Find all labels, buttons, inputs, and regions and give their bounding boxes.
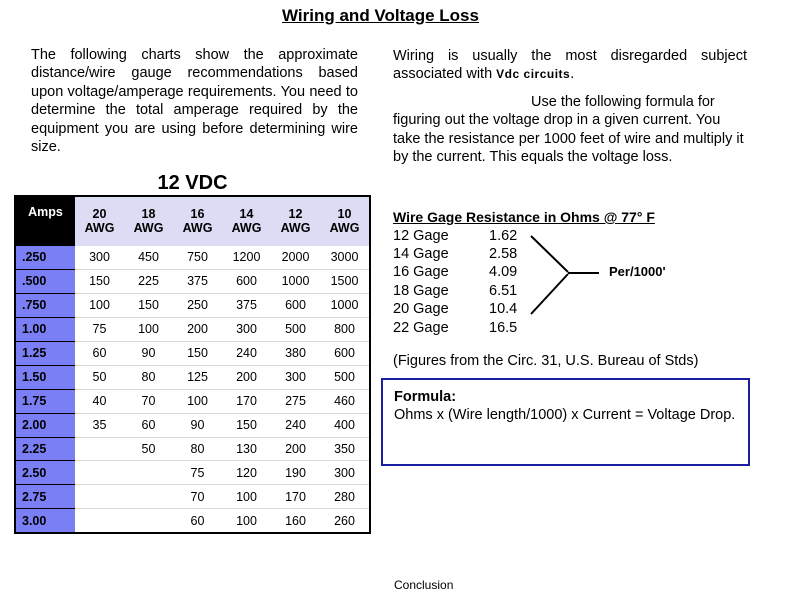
gauge-number: 18: [141, 207, 156, 222]
gage-resistance: 6.51: [489, 283, 518, 299]
column-header: [75, 197, 124, 246]
distance-cell: 150: [173, 341, 222, 365]
distance-cell: 100: [236, 513, 257, 528]
table-body: [16, 246, 369, 533]
gauge-unit: AWG: [231, 221, 262, 236]
gauge-number: 20: [92, 207, 107, 222]
distance-cell: 600: [320, 341, 369, 365]
column-header: [222, 197, 271, 246]
distance-cell: [75, 509, 124, 532]
vdc-circuits-label: Vdc circuits: [496, 67, 571, 82]
distance-cell: 1000: [320, 293, 369, 317]
footer-heading-partial: Conclusion: [394, 578, 454, 592]
intro-paragraph: The following charts show the approximate distance/wire gauge recommendations based upon voltage/amperage requirements. You need to determine the total amperage required by the equipment you are using before determining wire size.: [31, 47, 358, 156]
gage-name: 14 Gage: [393, 246, 449, 262]
column-header: [173, 197, 222, 246]
distance-cell: 225: [124, 269, 173, 293]
distance-cell: 250: [173, 293, 222, 317]
gauge-number: 10: [337, 207, 352, 222]
amps-cell: 2.75: [16, 485, 75, 509]
distance-cell: 3000: [320, 246, 369, 270]
distance-cell: 100: [173, 389, 222, 413]
distance-cell: 400: [320, 413, 369, 437]
distance-cell: [124, 509, 173, 532]
distance-cell: 190: [271, 461, 320, 485]
amps-header: Amps: [16, 197, 75, 246]
gage-resistance: 2.58: [489, 246, 518, 262]
distance-cell: 125: [173, 365, 222, 389]
page-title: Wiring and Voltage Loss: [282, 6, 479, 25]
bracket-lines: [525, 230, 605, 325]
amps-cell: 2.50: [16, 461, 75, 485]
amps-cell: .750: [16, 293, 75, 317]
amps-cell: 1.00: [16, 317, 75, 341]
distance-cell: 1500: [320, 269, 369, 293]
distance-cell: 300: [271, 365, 320, 389]
gauge-unit: AWG: [329, 221, 360, 236]
distance-cell: 170: [222, 389, 271, 413]
table-row: [16, 509, 369, 532]
distance-cell: 280: [320, 485, 369, 509]
column-header: [124, 197, 173, 246]
gauge-number: 14: [239, 207, 254, 222]
formula-text: Ohms x (Wire length/1000) x Current = Voltage Drop.: [394, 407, 736, 423]
gage-name: 18 Gage: [393, 283, 449, 299]
distance-cell: 200: [271, 437, 320, 461]
table-row: [16, 413, 369, 437]
distance-cell: 2000: [271, 246, 320, 270]
distance-cell: 375: [222, 293, 271, 317]
distance-cell: 75: [75, 317, 124, 341]
distance-cell: [75, 437, 124, 461]
distance-cell: 350: [320, 437, 369, 461]
distance-cell: 500: [320, 365, 369, 389]
gauge-unit: AWG: [182, 221, 213, 236]
distance-cell: 100: [124, 317, 173, 341]
distance-cell: [75, 485, 124, 509]
gauge-table-container: [14, 195, 371, 534]
distance-cell: 150: [222, 413, 271, 437]
gage-resistance: 1.62: [489, 228, 518, 244]
formula-intro-paragraph: [393, 93, 747, 167]
distance-cell: [124, 485, 173, 509]
column-header: [320, 197, 369, 246]
distance-cell: 60: [75, 341, 124, 365]
distance-cell: 50: [75, 365, 124, 389]
amps-cell: 1.50: [16, 365, 75, 389]
gage-resistance: 10.4: [489, 301, 518, 317]
gauge-number: 16: [190, 207, 205, 222]
table-row: [16, 389, 369, 413]
distance-cell: 70: [124, 389, 173, 413]
distance-cell: 200: [222, 365, 271, 389]
distance-cell: 160: [285, 513, 306, 528]
amps-cell: 1.75: [16, 389, 75, 413]
gage-name: 16 Gage: [393, 264, 449, 280]
gage-name: 12 Gage: [393, 228, 449, 244]
gage-name: 20 Gage: [393, 301, 449, 317]
distance-cell: 1000: [271, 269, 320, 293]
table-row: [16, 293, 369, 317]
gage-resistance: 4.09: [489, 264, 518, 280]
distance-cell: 150: [124, 293, 173, 317]
right-intro-paragraph: [393, 47, 747, 84]
distance-cell: 120: [222, 461, 271, 485]
distance-cell: [75, 461, 124, 485]
distance-cell: 130: [222, 437, 271, 461]
formula-label: Formula:: [394, 389, 457, 405]
column-header: [271, 197, 320, 246]
distance-cell: 300: [75, 246, 124, 270]
distance-cell: 100: [222, 485, 271, 509]
distance-cell: 750: [173, 246, 222, 270]
distance-cell: 300: [320, 461, 369, 485]
amps-cell: 2.25: [16, 437, 75, 461]
distance-cell: 460: [320, 389, 369, 413]
table-header-row: [16, 197, 369, 246]
table-row: [16, 341, 369, 365]
table-row: [16, 269, 369, 293]
distance-cell: 100: [75, 293, 124, 317]
distance-cell: 300: [222, 317, 271, 341]
distance-cell: 380: [271, 341, 320, 365]
per-1000-label: Per/1000': [609, 264, 666, 279]
resistance-title: Wire Gage Resistance in Ohms @ 77° F: [393, 209, 655, 225]
distance-cell: 450: [124, 246, 173, 270]
distance-cell: 75: [173, 461, 222, 485]
distance-cell: 800: [320, 317, 369, 341]
distance-cell: 1200: [222, 246, 271, 270]
distance-cell: 600: [271, 293, 320, 317]
right-intro-text: Wiring is usually the most disregarded subject associated with: [393, 48, 747, 83]
distance-cell: 80: [173, 437, 222, 461]
formula-box: [381, 378, 750, 466]
distance-cell: 240: [222, 341, 271, 365]
distance-cell: 60: [124, 413, 173, 437]
distance-cell: 170: [271, 485, 320, 509]
amps-cell: .500: [16, 269, 75, 293]
distance-cell: 500: [271, 317, 320, 341]
distance-cell: 150: [75, 269, 124, 293]
table-title: 12 VDC: [157, 172, 228, 194]
amps-cell: .250: [16, 246, 75, 270]
distance-cell: 600: [222, 269, 271, 293]
distance-cell: 80: [124, 365, 173, 389]
amps-cell: 2.00: [16, 413, 75, 437]
distance-cell: 50: [124, 437, 173, 461]
distance-cell: 40: [75, 389, 124, 413]
gauge-number: 12: [288, 207, 303, 222]
table-row: [16, 365, 369, 389]
table-row: [16, 246, 369, 270]
gauge-unit: AWG: [84, 221, 115, 236]
table-row: [16, 317, 369, 341]
table-row: [16, 461, 369, 485]
distance-cell: 90: [173, 413, 222, 437]
distance-cell: 90: [124, 341, 173, 365]
right-intro-period: .: [570, 66, 575, 83]
amps-cell: 3.00: [16, 509, 75, 532]
distance-cell: 35: [75, 413, 124, 437]
amps-cell: 1.25: [16, 341, 75, 365]
gauge-unit: AWG: [280, 221, 311, 236]
distance-cell: 70: [173, 485, 222, 509]
gauge-table: [16, 197, 369, 532]
distance-cell: [124, 461, 173, 485]
distance-cell: 375: [173, 269, 222, 293]
table-row: [16, 437, 369, 461]
table-row: [16, 485, 369, 509]
distance-cell: 260: [334, 513, 355, 528]
distance-cell: 60: [190, 513, 205, 528]
distance-cell: 200: [173, 317, 222, 341]
gage-name: 22 Gage: [393, 320, 449, 336]
formula-intro-text: Use the following formula for figuring out the voltage drop in a given current. You take the resistance per 1000 feet of wire and multiply it by the current. This equals the voltage loss.: [393, 94, 744, 166]
source-note: (Figures from the Circ. 31, U.S. Bureau of Stds): [393, 353, 699, 369]
distance-cell: 275: [271, 389, 320, 413]
gage-resistance: 16.5: [489, 320, 518, 336]
distance-cell: 240: [271, 413, 320, 437]
gauge-unit: AWG: [133, 221, 164, 236]
